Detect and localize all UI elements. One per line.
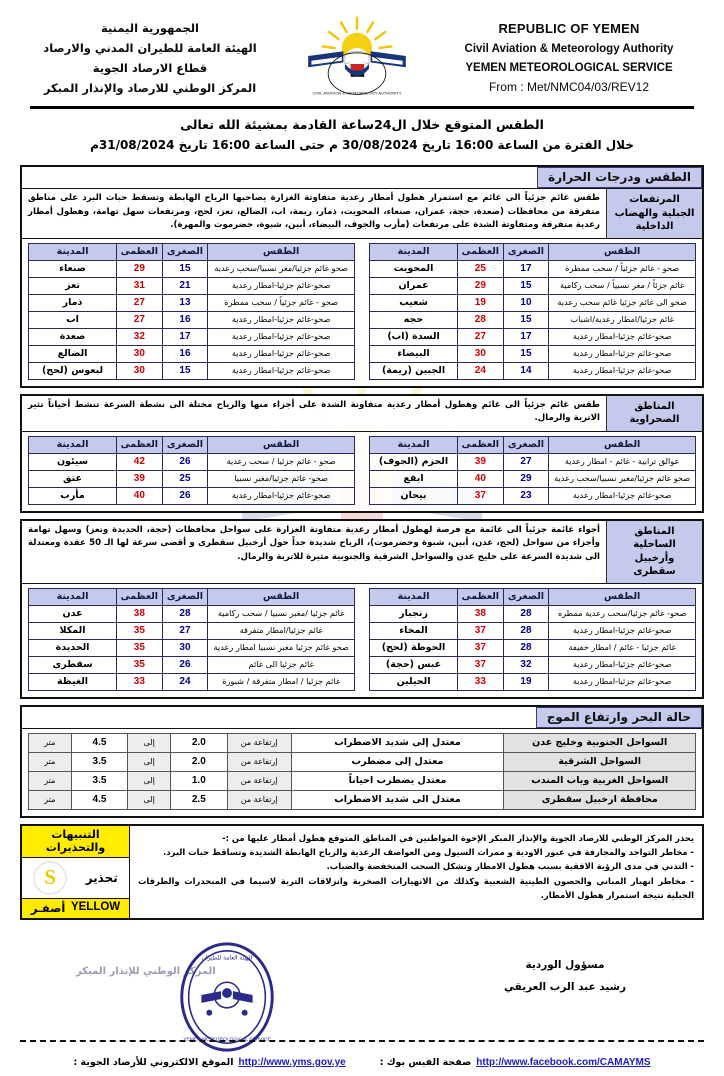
cell-max: 30 [117, 345, 163, 362]
table-row [370, 470, 696, 487]
cell-city: عمران [370, 277, 458, 294]
cell-to-label: إلى [128, 733, 171, 752]
col-city: المدينة [370, 588, 458, 605]
cell-max: 40 [117, 487, 163, 504]
col-min: الصغرى [162, 436, 208, 453]
table-row [370, 453, 696, 470]
cell-city: عدن [29, 605, 117, 622]
col-weather: الطقس [549, 243, 696, 260]
cell-wave-to: 3.5 [71, 752, 128, 771]
table-header-row [370, 436, 696, 453]
table-row [370, 294, 696, 311]
cell-weather: صحو غائم جزئيا مغبر نسبيا امطار رعدية [208, 639, 355, 656]
table-row [370, 362, 696, 379]
cell-wave-from: 1.0 [170, 771, 227, 790]
cell-weather: صحو-غائم جزئيا-امطار رعدية [549, 656, 696, 673]
region-description-highlands: طقس غائم جزئياً الى غائم مع استمرار هطول أمطار رعدية متفاوتة الغزارة يصاحبها الرياح الهابطة وتسقط حبات البرد على مناطق متفرقة من محافظات (صعدة، حجة، عمران، صنعاء، المحويت، ذمار، ريمة، اب، الضالع، تعز، لحج، ومرتفعات سهل تهامة، وهطول أمطار رعدية متفرقة ومتفاوتة الشدة على مرتفعات (مأرب والجوف، البيضاء، أبين، شبوة، حضرموت والمهرة). [28, 193, 600, 231]
col-max: العظمى [117, 243, 163, 260]
cell-min: 15 [162, 362, 208, 379]
cell-min: 28 [503, 622, 549, 639]
document-footer [18, 926, 706, 1076]
cell-min: 32 [503, 656, 549, 673]
region-description-row [22, 521, 702, 584]
col-max: العظمى [458, 243, 504, 260]
cell-height-label: إرتفاعة من [227, 771, 291, 790]
section-warnings [20, 824, 704, 920]
cell-sea-region: السواحل الغربية وباب المندب [504, 771, 696, 790]
table-row [29, 345, 355, 362]
cell-min: 15 [503, 277, 549, 294]
cell-max: 19 [458, 294, 504, 311]
warning-level-en: YELLOW [70, 900, 121, 913]
section-desert-regions [20, 394, 704, 513]
cell-city: المحويت [370, 260, 458, 277]
facebook-url[interactable]: http://www.facebook.com/CAMAYMS [476, 1056, 651, 1068]
table-header-row [29, 588, 355, 605]
table-row [29, 673, 355, 690]
table-row [370, 277, 696, 294]
cell-max: 25 [458, 260, 504, 277]
header-en-line4: From : Met/NMC04/03/REV12 [488, 79, 650, 94]
table-row [370, 311, 696, 328]
cell-weather: صحو - غائم جزئياً / سحب ممطرة [549, 260, 696, 277]
desert-tables [22, 432, 702, 511]
warning-level [22, 898, 129, 918]
section-coastal-regions [20, 519, 704, 699]
cell-min: 17 [162, 328, 208, 345]
table-row [29, 771, 696, 790]
table-row [29, 605, 355, 622]
cell-unit: متر [29, 733, 72, 752]
cell-min: 28 [162, 605, 208, 622]
col-min: الصغرى [162, 243, 208, 260]
warning-item: - مخاطر التواجد والمجازفة في عبور الاودية و ممرات السيول ومن العواصف الرعدية والرياح الهابطة الشديدة وتساقط حبات البرد. [163, 847, 694, 858]
cell-city: ذمار [29, 294, 117, 311]
cell-min: 21 [162, 277, 208, 294]
cell-weather: صحو غائم جزئيا/مغبر نسبيا/سحب رعدية [549, 470, 696, 487]
cell-city: الحديدة [29, 639, 117, 656]
header-arabic [30, 18, 270, 99]
cell-weather: صحو-غائم جزئيا-امطار رعدية [549, 673, 696, 690]
cell-sea-state: معتدل إلى شديد الاضطراب [291, 733, 504, 752]
table-row [29, 656, 355, 673]
cell-max: 39 [458, 453, 504, 470]
header-ar-line2: الهيئة العامة للطيران المدني والارصاد [43, 40, 257, 55]
cell-max: 28 [458, 311, 504, 328]
table-row [370, 639, 696, 656]
warning-symbol-icon: S [33, 861, 67, 895]
cell-min: 19 [503, 673, 549, 690]
cell-max: 37 [458, 487, 504, 504]
highlands-table-right [28, 243, 355, 380]
cell-min: 15 [162, 260, 208, 277]
header-en-line2: Civil Aviation & Meteorology Authority [464, 42, 674, 55]
section-title-sea-state: حالة البحر وارتفاع الموج [536, 707, 702, 728]
warning-section-title: التنبيهات والتحذيرات [22, 826, 129, 858]
col-weather: الطقس [208, 588, 355, 605]
table-header-row [370, 243, 696, 260]
region-description-row [22, 396, 702, 432]
warning-item: - التدني في مدى الرؤية الافقية بسبب هطول الامطار وتشكل السحب المنخفضة والضباب. [326, 861, 694, 872]
col-min: الصغرى [503, 588, 549, 605]
table-row [29, 294, 355, 311]
cell-max: 31 [117, 277, 163, 294]
warning-intro: يحذر المركز الوطني للارصاد الجوية والإنذار المبكر الإخوة المواطنين في المناطق المتوقع هطول أمطار عليها من :- [222, 832, 694, 843]
cell-min: 16 [162, 345, 208, 362]
cell-city: سيئون [29, 453, 117, 470]
table-row [29, 622, 355, 639]
cell-wave-from: 2.0 [170, 752, 227, 771]
col-max: العظمى [458, 436, 504, 453]
cell-unit: متر [29, 771, 72, 790]
forecast-title-block [18, 109, 706, 161]
cell-min: 10 [503, 294, 549, 311]
region-label-desert: المناطق الصحراوية [606, 396, 702, 431]
cell-wave-to: 4.5 [71, 790, 128, 809]
cell-max: 24 [458, 362, 504, 379]
cell-wave-from: 2.0 [170, 733, 227, 752]
cell-weather: غائم جزئيا الى غائم [208, 656, 355, 673]
cell-max: 35 [117, 622, 163, 639]
table-row [29, 752, 696, 771]
table-row [29, 311, 355, 328]
cell-weather: غائم جزئاً / مغر نسبياً / سحب ركامية [549, 277, 696, 294]
cell-unit: متر [29, 790, 72, 809]
cell-min: 28 [503, 605, 549, 622]
table-row [370, 487, 696, 504]
cell-city: حجه [370, 311, 458, 328]
table-row [29, 487, 355, 504]
svg-text:YEMEN METEOROLOGICAL SERVICE: YEMEN METEOROLOGICAL SERVICE [183, 1037, 271, 1043]
cell-city: زنجبار [370, 605, 458, 622]
cell-city: سقطرى [29, 656, 117, 673]
cell-city: الغيظة [29, 673, 117, 690]
cell-max: 29 [117, 260, 163, 277]
cell-max: 38 [458, 605, 504, 622]
cell-city: الحزم (الجوف) [370, 453, 458, 470]
cell-max: 40 [458, 470, 504, 487]
header-en-line1: REPUBLIC OF YEMEN [498, 21, 640, 37]
col-city: المدينة [29, 436, 117, 453]
cell-min: 24 [162, 673, 208, 690]
cell-sea-region: السواحل الجنوبية وخليج عدن [504, 733, 696, 752]
cell-max: 27 [117, 311, 163, 328]
cell-max: 37 [458, 656, 504, 673]
region-label-highlands: المرتفعات الجبلية والهضاب الداخلية [606, 189, 702, 238]
cell-weather: صحو-غائم جزئيا-امطار رعدية [549, 362, 696, 379]
cell-max: 35 [117, 639, 163, 656]
cell-max: 37 [458, 622, 504, 639]
cell-weather: غائم جزئيا/امطار متفرقة [208, 622, 355, 639]
sea-state-table [28, 733, 696, 810]
highlands-tables [22, 239, 702, 386]
table-row [370, 605, 696, 622]
cell-weather: عوالق ترابية - غائم - امطار رعدية [549, 453, 696, 470]
cell-to-label: إلى [128, 790, 171, 809]
cell-wave-to: 3.5 [71, 771, 128, 790]
table-row [29, 733, 696, 752]
cell-weather: صحو-غائم جزئيا-امطار رعدية [208, 345, 355, 362]
cell-max: 38 [117, 605, 163, 622]
col-max: العظمى [458, 588, 504, 605]
cell-min: 17 [503, 260, 549, 277]
cell-min: 26 [162, 453, 208, 470]
table-row [29, 453, 355, 470]
document-header [18, 0, 706, 104]
cell-city: عبس (حجة) [370, 656, 458, 673]
cell-weather: صحو- غائم جزئيا/سحب رعدية ممطره [549, 605, 696, 622]
col-weather: الطقس [549, 588, 696, 605]
cell-min: 26 [162, 487, 208, 504]
cell-weather: غائم جزئيا /مغبر نسبيا / سحب ركامية [208, 605, 355, 622]
cell-weather: صحو-غائم جزئيا-امطار رعدية [549, 345, 696, 362]
signature-name: رشيد عبد الرب العريقي [504, 980, 626, 993]
col-min: الصغرى [162, 588, 208, 605]
cell-height-label: إرتفاعة من [227, 752, 291, 771]
table-header-row [370, 588, 696, 605]
cell-max: 35 [117, 656, 163, 673]
cell-min: 30 [162, 639, 208, 656]
cell-sea-region: محافظة ارخبيل سقطرى [504, 790, 696, 809]
header-ar-line1: الجمهورية اليمنية [100, 20, 199, 35]
cell-city: بيحان [370, 487, 458, 504]
stamp-caption: المركز الوطني للإنذار المبكر [76, 965, 216, 977]
cell-max: 30 [458, 345, 504, 362]
col-max: العظمى [117, 588, 163, 605]
cell-weather: صحو-غائم جزئيا-امطار رعدية [208, 362, 355, 379]
website-link-group[interactable] [73, 1057, 345, 1068]
warning-item: - مخاطر انهيار المباني والحصون الطينية الشعبية وكذلك من الانهيارات الصخرية وانزلاقات التربة لاسيما في المنحدرات والطرقات الجبلية نتيجة استمرار هطول الأمطار. [138, 875, 694, 901]
cell-min: 15 [503, 345, 549, 362]
cell-city: ابقع [370, 470, 458, 487]
col-weather: الطقس [208, 243, 355, 260]
cell-weather: صحو-غائم جزئيا-امطار رعدية [208, 277, 355, 294]
cell-weather: غائم جزئيا / امطار متفرقة / شبورة [208, 673, 355, 690]
table-row [29, 639, 355, 656]
desert-table-left [369, 436, 696, 505]
col-city: المدينة [29, 243, 117, 260]
cell-to-label: إلى [128, 771, 171, 790]
cell-max: 37 [458, 639, 504, 656]
cell-city: الجبين (ريمة) [370, 362, 458, 379]
cell-city: الحيلين [370, 673, 458, 690]
cell-max: 27 [458, 328, 504, 345]
cell-city: شعيب [370, 294, 458, 311]
warning-badge [22, 858, 129, 898]
footer-divider [20, 1040, 704, 1042]
region-description-coastal: أجواء غائمة جزئياً الى غائمة مع فرصة لهطول أمطار رعدية متفاوتة الغزارة على سواحل محافظات (حجة، الحديدة وتعز) وسهل تهامة وأجزاء من سواحل (لحج، عدن، أبين، شبوة وحضرموت)، الرياح شديدة جداً حول أرخبيل سقطرى و أقصى سرعة لها الـ 50 عقدة ومعتدلة الى شديدة السرعة على خليج عدن والسواحل الشرقية والجنوبية مثيرة للاتربة والرمال. [28, 524, 600, 562]
cell-city: لبعوس (لحج) [29, 362, 117, 379]
cell-wave-from: 2.5 [170, 790, 227, 809]
table-header-row [29, 243, 355, 260]
col-max: العظمى [117, 436, 163, 453]
cell-min: 14 [503, 362, 549, 379]
table-row [29, 470, 355, 487]
region-description-desert: طقس غائم جزئياً الى غائم وهطول أمطار رعدية متفاوتة الشدة على أجزاء منها والرياح مختلة الى نشطة السرعة تنشط أحياناً تثير الاتربة والرمال. [28, 399, 600, 424]
cell-city: الضالع [29, 345, 117, 362]
cell-max: 42 [117, 453, 163, 470]
cell-city: صعدة [29, 328, 117, 345]
table-row [370, 622, 696, 639]
cell-weather: صحو - غائم جزئياً / سحب ممطرة [208, 294, 355, 311]
cell-max: 32 [117, 328, 163, 345]
facebook-link-group[interactable] [380, 1057, 651, 1068]
region-description-row [22, 189, 702, 239]
cell-sea-state: معتدل إلى مضطرب [291, 752, 504, 771]
coastal-tables [22, 584, 702, 697]
coastal-table-left [369, 588, 696, 691]
cell-wave-to: 4.5 [71, 733, 128, 752]
cell-weather: صحو-غائم جزئيا-امطار رعدية [549, 328, 696, 345]
col-city: المدينة [29, 588, 117, 605]
table-row [370, 656, 696, 673]
col-weather: الطقس [208, 436, 355, 453]
table-row [29, 790, 696, 809]
cell-height-label: إرتفاعة من [227, 733, 291, 752]
cell-min: 16 [162, 311, 208, 328]
cell-weather: صحو-غائم جزئيا-امطار رعدية [549, 487, 696, 504]
col-weather: الطقس [549, 436, 696, 453]
cell-sea-state: معتدل الى شديد الاضطراب [291, 790, 504, 809]
cell-city: تعز [29, 277, 117, 294]
header-ar-line3: قطاع الارصاد الجوية [92, 61, 208, 75]
cell-weather: صحو-غائم جزئيا-امطار رعدية [208, 311, 355, 328]
cell-city: المخاء [370, 622, 458, 639]
warning-row [22, 826, 702, 918]
cell-sea-region: السواحل الشرقية [504, 752, 696, 771]
cell-weather: صحو-غائم جزئيا-امطار رعدية [208, 487, 355, 504]
cell-max: 33 [458, 673, 504, 690]
cell-city: البيضاء [370, 345, 458, 362]
cell-min: 27 [503, 453, 549, 470]
col-min: الصغرى [503, 243, 549, 260]
warning-badge-label: تحذير [85, 870, 118, 885]
cell-max: 29 [458, 277, 504, 294]
coastal-table-right [28, 588, 355, 691]
cell-city: السدة (اب) [370, 328, 458, 345]
region-label-coastal: المناطق الساحلية وأرخبيل سقطرى [606, 521, 702, 583]
cell-min: 23 [503, 487, 549, 504]
cell-weather: صحو - غائم جزئيا / سحب رعدية [208, 453, 355, 470]
website-label: الموقع الالكتروني للأرصاد الجوية : [73, 1056, 234, 1068]
section-sea-state [20, 705, 704, 818]
highlands-table-left [369, 243, 696, 380]
svg-text:الهيئة العامة للطيران: الهيئة العامة للطيران [201, 955, 253, 962]
cell-weather: صحو- غائم جزئيا/مغبر نسبيا [208, 470, 355, 487]
table-row [29, 362, 355, 379]
cell-max: 30 [117, 362, 163, 379]
table-row [29, 277, 355, 294]
cell-max: 33 [117, 673, 163, 690]
cell-weather: صحو-غائم جزئيا-امطار رعدية [549, 622, 696, 639]
warning-level-ar: أصفـر [30, 900, 66, 915]
cell-city: عتق [29, 470, 117, 487]
signature-block [504, 954, 626, 998]
table-header-row [29, 436, 355, 453]
forecast-title: الطقس المتوقع خلال ال24ساعة القادمة بمشيئة الله تعالى [180, 117, 544, 132]
forecast-period: خلال الفترة من الساعة 16:00 تاريخ 30/08/2024 م حتى الساعة 16:00 تاريخ 31/08/2024م [90, 138, 634, 152]
signature-title: مسؤول الوردية [525, 958, 605, 971]
cell-min: 13 [162, 294, 208, 311]
section-weather-temperatures [20, 165, 704, 388]
header-english [444, 18, 694, 97]
cell-city: الحوطة (لحج) [370, 639, 458, 656]
official-stamp-icon [168, 938, 286, 1056]
cell-weather: غائم جزئيا - غائم / امطار خفيفة [549, 639, 696, 656]
table-row [370, 260, 696, 277]
header-ar-line4: المركز الوطني للارصاد والإنذار المبكر [43, 81, 257, 96]
cell-weather: صحو غائم جزئيا/مغر نسبيا/سحب رعدية [208, 260, 355, 277]
cell-min: 17 [503, 328, 549, 345]
warning-text-block [130, 826, 702, 918]
header-en-line3: YEMEN METEOROLOGICAL SERVICE [465, 61, 673, 74]
cell-min: 26 [162, 656, 208, 673]
cell-weather: صحو الى غائم جزئيا غائم سحب رعدية [549, 294, 696, 311]
table-row [370, 673, 696, 690]
cell-min: 29 [503, 470, 549, 487]
col-min: الصغرى [503, 436, 549, 453]
cell-city: صنعاء [29, 260, 117, 277]
table-row [370, 328, 696, 345]
section-title-row [22, 707, 702, 729]
civil-aviation-emblem-icon [305, 16, 409, 100]
facebook-label: صفحة الفيس بوك : [379, 1056, 472, 1068]
cell-height-label: إرتفاعة من [227, 790, 291, 809]
cell-city: اب [29, 311, 117, 328]
cell-min: 28 [503, 639, 549, 656]
cell-unit: متر [29, 752, 72, 771]
cell-min: 15 [503, 311, 549, 328]
section-title-row [22, 167, 702, 189]
cell-max: 27 [117, 294, 163, 311]
warning-badge-column [22, 826, 130, 918]
cell-min: 25 [162, 470, 208, 487]
table-row [370, 345, 696, 362]
footer-links [18, 1057, 706, 1068]
cell-max: 39 [117, 470, 163, 487]
cell-sea-state: معتدل يضطرب احياناً [291, 771, 504, 790]
cell-weather: صحو-غائم جزئيا-امطار رعدية [208, 328, 355, 345]
cell-to-label: إلى [128, 752, 171, 771]
section-title-weather-temp: الطقس ودرجات الحرارة [537, 167, 702, 188]
cell-weather: غائم جزئيا/امطار رعدية/اشباب [549, 311, 696, 328]
cell-min: 27 [162, 622, 208, 639]
cell-city: المكلا [29, 622, 117, 639]
col-city: المدينة [370, 243, 458, 260]
website-url[interactable]: http://www.yms.gov.ye [238, 1056, 346, 1068]
authority-logo [297, 16, 417, 100]
table-row [29, 328, 355, 345]
col-city: المدينة [370, 436, 458, 453]
cell-city: مأرب [29, 487, 117, 504]
svg-text:CIVIL AVIATION & METEOROLOGY A: CIVIL AVIATION & METEOROLOGY AUTHORITY [312, 90, 402, 96]
table-row [29, 260, 355, 277]
desert-table-right [28, 436, 355, 505]
